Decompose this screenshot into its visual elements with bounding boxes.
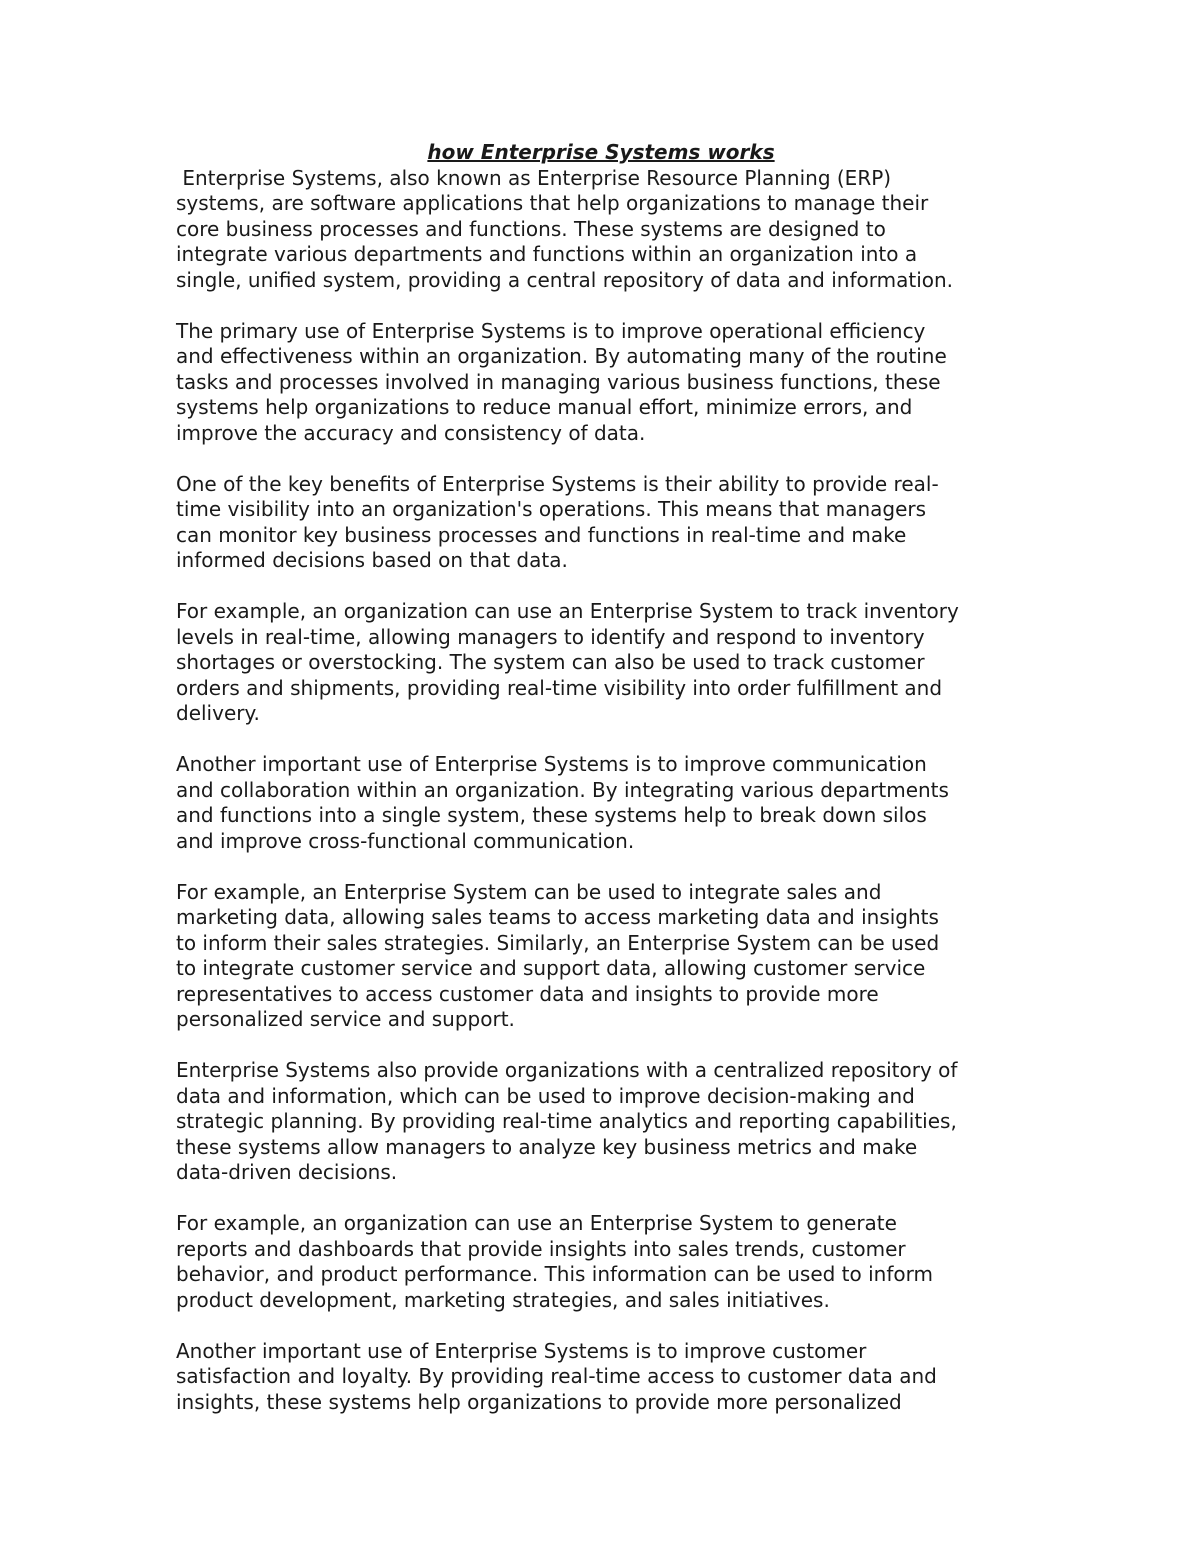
text-line: and effectiveness within an organization. By automating many of the routine (176, 344, 947, 368)
text-line: product development, marketing strategies, and sales initiatives. (176, 1287, 830, 1312)
text-line: core business processes and functions. These systems are designed to (176, 216, 886, 241)
text-line: data-driven decisions. (176, 1160, 398, 1184)
text-line: tasks and processes involved in managing various business functions, these (176, 369, 941, 394)
text-line: For example, an organization can use an Enterprise System to track inventory (176, 599, 959, 623)
text-line: levels in real-time, allowing managers to identify and respond to inventory (176, 624, 925, 649)
text-line: data and information, which can be used to improve decision-making and (176, 1083, 915, 1108)
document-title: how Enterprise Systems works (427, 140, 775, 164)
text-line: to integrate customer service and support data, allowing customer service (176, 956, 926, 980)
paragraph (176, 880, 1026, 1033)
paragraph (176, 472, 1026, 574)
text-line: representatives to access customer data and insights to provide more (176, 981, 879, 1006)
text-line: marketing data, allowing sales teams to access marketing data and insights (176, 905, 939, 929)
text-line: systems help organizations to reduce manual effort, minimize errors, and (176, 395, 913, 419)
text-line: delivery. (176, 701, 260, 725)
text-line: Another important use of Enterprise Systems is to improve communication (176, 752, 927, 776)
paragraph (176, 599, 1026, 727)
text-line: and functions into a single system, these systems help to break down silos (176, 803, 927, 827)
paragraph (176, 1211, 1026, 1313)
paragraph (176, 319, 1026, 447)
text-line: reports and dashboards that provide insights into sales trends, customer (176, 1236, 906, 1261)
text-line: informed decisions based on that data. (176, 548, 568, 572)
paragraph-list (176, 166, 1026, 1416)
paragraph (176, 1339, 1026, 1416)
text-line: these systems allow managers to analyze key business metrics and make (176, 1134, 918, 1159)
text-line: systems, are software applications that help organizations to manage their (176, 191, 929, 215)
text-line: and improve cross-functional communication. (176, 828, 635, 853)
paragraph (176, 166, 1026, 294)
text-line: single, unified system, providing a central repository of data and information. (176, 267, 954, 292)
paragraph (176, 752, 1026, 854)
text-line: For example, an Enterprise System can be used to integrate sales and (176, 879, 882, 904)
paragraph (176, 1058, 1026, 1186)
text-line: satisfaction and loyalty. By providing real-time access to customer data and (176, 1364, 937, 1388)
text-line: The primary use of Enterprise Systems is to improve operational efficiency (176, 318, 926, 343)
text-line: For example, an organization can use an Enterprise System to generate (176, 1211, 897, 1235)
text-line: to inform their sales strategies. Similarly, an Enterprise System can be used (176, 930, 940, 955)
text-line: Another important use of Enterprise Systems is to improve customer (176, 1338, 867, 1363)
text-line: insights, these systems help organizations to provide more personalized (176, 1389, 902, 1414)
text-line: orders and shipments, providing real-time visibility into order fulfillment and (176, 675, 943, 700)
text-line: can monitor key business processes and functions in real-time and make (176, 522, 907, 547)
text-line: personalized service and support. (176, 1007, 515, 1031)
text-line: and collaboration within an organization. By integrating various departments (176, 777, 949, 802)
text-line: Enterprise Systems also provide organizations with a centralized repository of (176, 1058, 958, 1082)
text-line: One of the key benefits of Enterprise Systems is their ability to provide real- (176, 471, 939, 496)
text-line: behavior, and product performance. This information can be used to inform (176, 1262, 933, 1286)
text-line: improve the accuracy and consistency of data. (176, 420, 646, 445)
text-line: time visibility into an organization's operations. This means that managers (176, 497, 927, 521)
text-line: shortages or overstocking. The system can also be used to track customer (176, 650, 925, 674)
text-line: Enterprise Systems, also known as Enterprise Resource Planning (ERP) (176, 165, 892, 190)
document-body (176, 140, 1026, 1441)
text-line: strategic planning. By providing real-time analytics and reporting capabilities, (176, 1109, 957, 1133)
text-line: integrate various departments and functions within an organization into a (176, 242, 918, 266)
